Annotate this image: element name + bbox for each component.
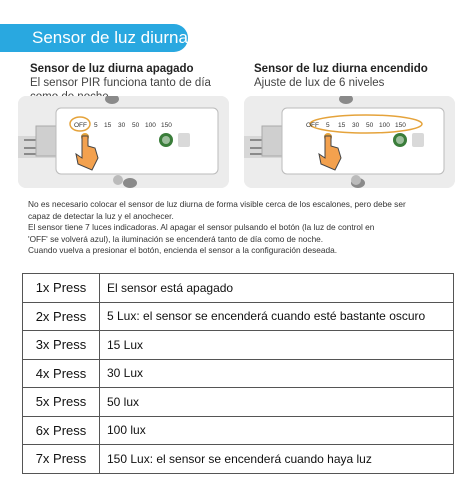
title-banner-cap — [0, 24, 18, 52]
press-count: 4x Press — [23, 359, 100, 388]
sensor-device-illustration — [244, 96, 455, 188]
table-row — [23, 331, 454, 360]
table-row — [23, 388, 454, 417]
label-30: 30 — [118, 122, 126, 129]
press-setting: 100 lux — [100, 416, 454, 445]
description — [28, 199, 458, 257]
sensor-off-photo — [18, 96, 229, 188]
press-setting: El sensor está apagado — [100, 274, 454, 303]
description-line: Cuando vuelva a presionar el botón, encienda el sensor a la configuración deseada. — [28, 245, 338, 255]
label-off: OFF — [306, 122, 319, 129]
description-line: No es necesario colocar el sensor de luz diurna de forma visible cerca de los escalones, pero debe ser — [28, 199, 406, 209]
label-5: 5 — [94, 122, 98, 129]
description-line: 'OFF' se volverá azul), la iluminación se encenderá tanto de día como de noche. — [28, 233, 324, 244]
press-setting: 15 Lux — [100, 331, 454, 360]
press-settings-table — [22, 273, 454, 474]
press-setting: 50 lux — [100, 388, 454, 417]
label-30: 30 — [352, 122, 360, 129]
press-count: 6x Press — [23, 416, 100, 445]
press-count: 7x Press — [23, 445, 100, 474]
panel-on-subtitle-line: Ajuste de lux de 6 niveles — [254, 77, 385, 89]
press-count: 1x Press — [23, 274, 100, 303]
title-banner — [18, 24, 188, 52]
label-50: 50 — [366, 122, 374, 129]
label-5: 5 — [326, 122, 330, 129]
press-setting: 150 Lux: el sensor se encenderá cuando haya luz — [100, 445, 454, 474]
description-line: El sensor tiene 7 luces indicadoras. Al apagar el sensor pulsando el botón (la luz de control en — [28, 222, 375, 232]
label-150: 150 — [395, 122, 406, 129]
label-100: 100 — [145, 122, 156, 129]
table-row — [23, 445, 454, 474]
table-row — [23, 274, 454, 303]
label-150: 150 — [161, 122, 172, 129]
table-row — [23, 302, 454, 331]
table-row — [23, 416, 454, 445]
table-row — [23, 359, 454, 388]
label-15: 15 — [104, 122, 112, 129]
press-setting: 5 Lux: el sensor se encenderá cuando esté bastante oscuro — [100, 302, 454, 331]
label-15: 15 — [338, 122, 346, 129]
panel-on-heading: Sensor de luz diurna encendido — [254, 63, 428, 75]
press-count: 3x Press — [23, 331, 100, 360]
press-setting: 30 Lux — [100, 359, 454, 388]
press-count: 2x Press — [23, 302, 100, 331]
sensor-on-photo — [244, 96, 455, 188]
label-50: 50 — [132, 122, 140, 129]
label-100: 100 — [379, 122, 390, 129]
panel-on-header — [254, 62, 428, 90]
label-off: OFF — [74, 122, 87, 129]
description-line: capaz de detectar la luz y el anochecer. — [28, 210, 174, 221]
page-title: Sensor de luz diurna — [32, 28, 188, 47]
panel-off-subtitle-line: El sensor PIR funciona tanto de día — [30, 77, 211, 89]
sensor-device-illustration — [18, 96, 229, 188]
press-count: 5x Press — [23, 388, 100, 417]
panel-off-heading: Sensor de luz diurna apagado — [30, 63, 194, 75]
